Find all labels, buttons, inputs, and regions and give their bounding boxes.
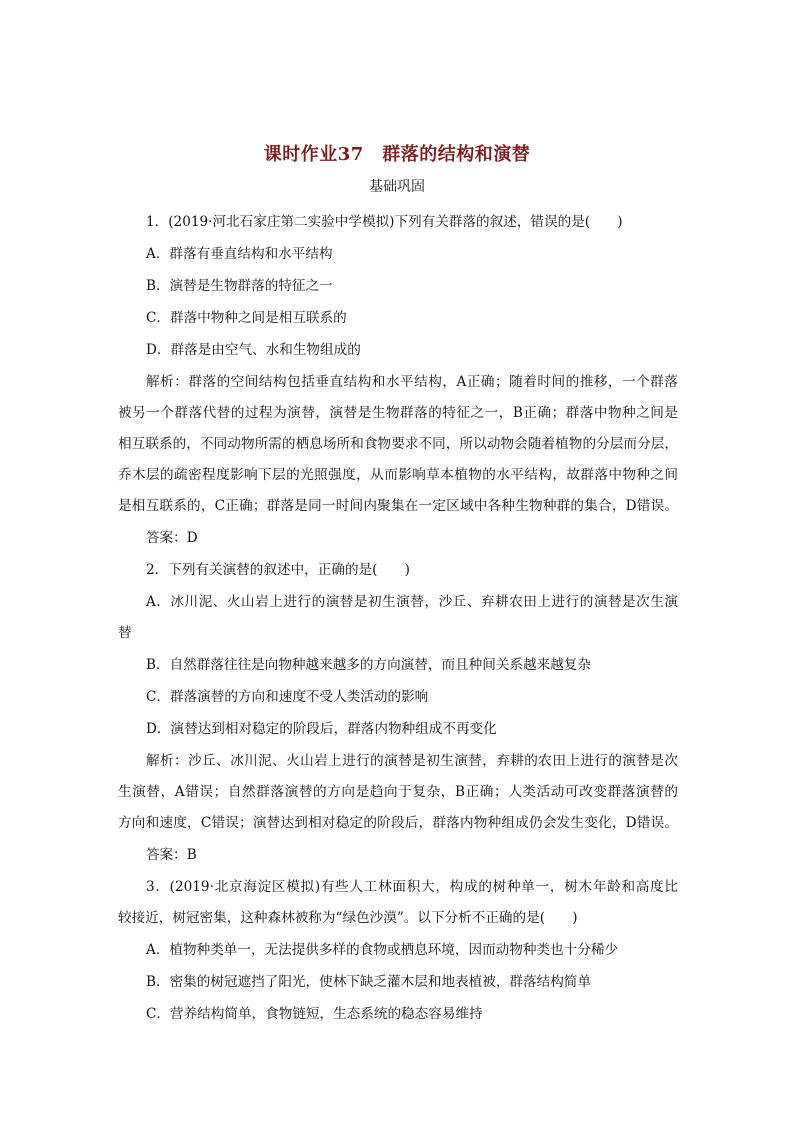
q2-option-a-cont: 替	[118, 625, 132, 641]
q1-analysis-line: 乔木层的疏密程度影响下层的光照强度，从而影响草本植物的水平结构，故群落中物种之间	[118, 467, 678, 483]
q3-option-a: A．植物种类单一，无法提供多样的食物或栖息环境，因而动物种类也十分稀少	[146, 942, 619, 958]
q1-option-b: B．演替是生物群落的特征之一	[146, 278, 333, 294]
page-title: 课时作业37 群落的结构和演替	[263, 144, 531, 165]
q3-option-b: B．密集的树冠遮挡了阳光，使林下缺乏灌木层和地表植被，群落结构简单	[146, 974, 591, 990]
q3-stem-cont: 较接近，树冠密集，这种森林被称为“绿色沙漠”。以下分析不正确的是( )	[118, 910, 578, 926]
q2-option-d: D．演替达到相对稳定的阶段后，群落内物种组成不再变化	[146, 721, 497, 737]
q1-option-a: A．群落有垂直结构和水平结构	[146, 246, 333, 262]
q2-answer: 答案：B	[146, 847, 197, 863]
q2-analysis-line: 生演替，A错误；自然群落演替的方向是趋向于复杂，B正确；人类活动可改变群落演替的	[118, 784, 678, 800]
q1-option-d: D．群落是由空气、水和生物组成的	[146, 342, 361, 358]
q1-stem: 1．(2019·河北石家庄第二实验中学模拟)下列有关群落的叙述，错误的是( )	[146, 214, 623, 230]
q1-option-c: C．群落中物种之间是相互联系的	[146, 310, 347, 326]
q1-analysis-line: 是相互联系的，C正确；群落是同一时间内聚集在一定区域中各种生物种群的集合，D错误。	[118, 498, 678, 514]
q3-option-c: C．营养结构简单，食物链短，生态系统的稳态容易维持	[146, 1006, 483, 1022]
q3-stem: 3．(2019·北京海淀区模拟)有些人工林面积大，构成的树种单一，树木年龄和高度比	[146, 879, 678, 895]
q1-analysis-line: 解析：群落的空间结构包括垂直结构和水平结构，A正确；随着时间的推移，一个群落	[146, 374, 678, 390]
q1-analysis-line: 被另一个群落代替的过程为演替，演替是生物群落的特征之一，B正确；群落中物种之间是	[118, 405, 678, 421]
q2-stem: 2．下列有关演替的叙述中，正确的是( )	[146, 562, 410, 578]
q2-option-c: C．群落演替的方向和速度不受人类活动的影响	[146, 689, 429, 705]
q2-option-b: B．自然群落往往是向物种越来越多的方向演替，而且种间关系越来越复杂	[146, 657, 591, 673]
section-subtitle: 基础巩固	[369, 179, 425, 195]
q2-analysis-line: 解析：沙丘、冰川泥、火山岩上进行的演替是初生演替，弃耕的农田上进行的演替是次	[146, 753, 678, 769]
q1-answer: 答案：D	[146, 530, 198, 546]
q2-option-a: A．冰川泥、火山岩上进行的演替是初生演替，沙丘、弃耕农田上进行的演替是次生演	[146, 594, 678, 610]
q2-analysis-line: 方向和速度，C错误；演替达到相对稳定的阶段后，群落内物种组成仍会发生变化，D错误。	[118, 815, 678, 831]
q1-analysis-line: 相互联系的，不同动物所需的栖息场所和食物要求不同，所以动物会随着植物的分层而分层，	[118, 436, 678, 452]
